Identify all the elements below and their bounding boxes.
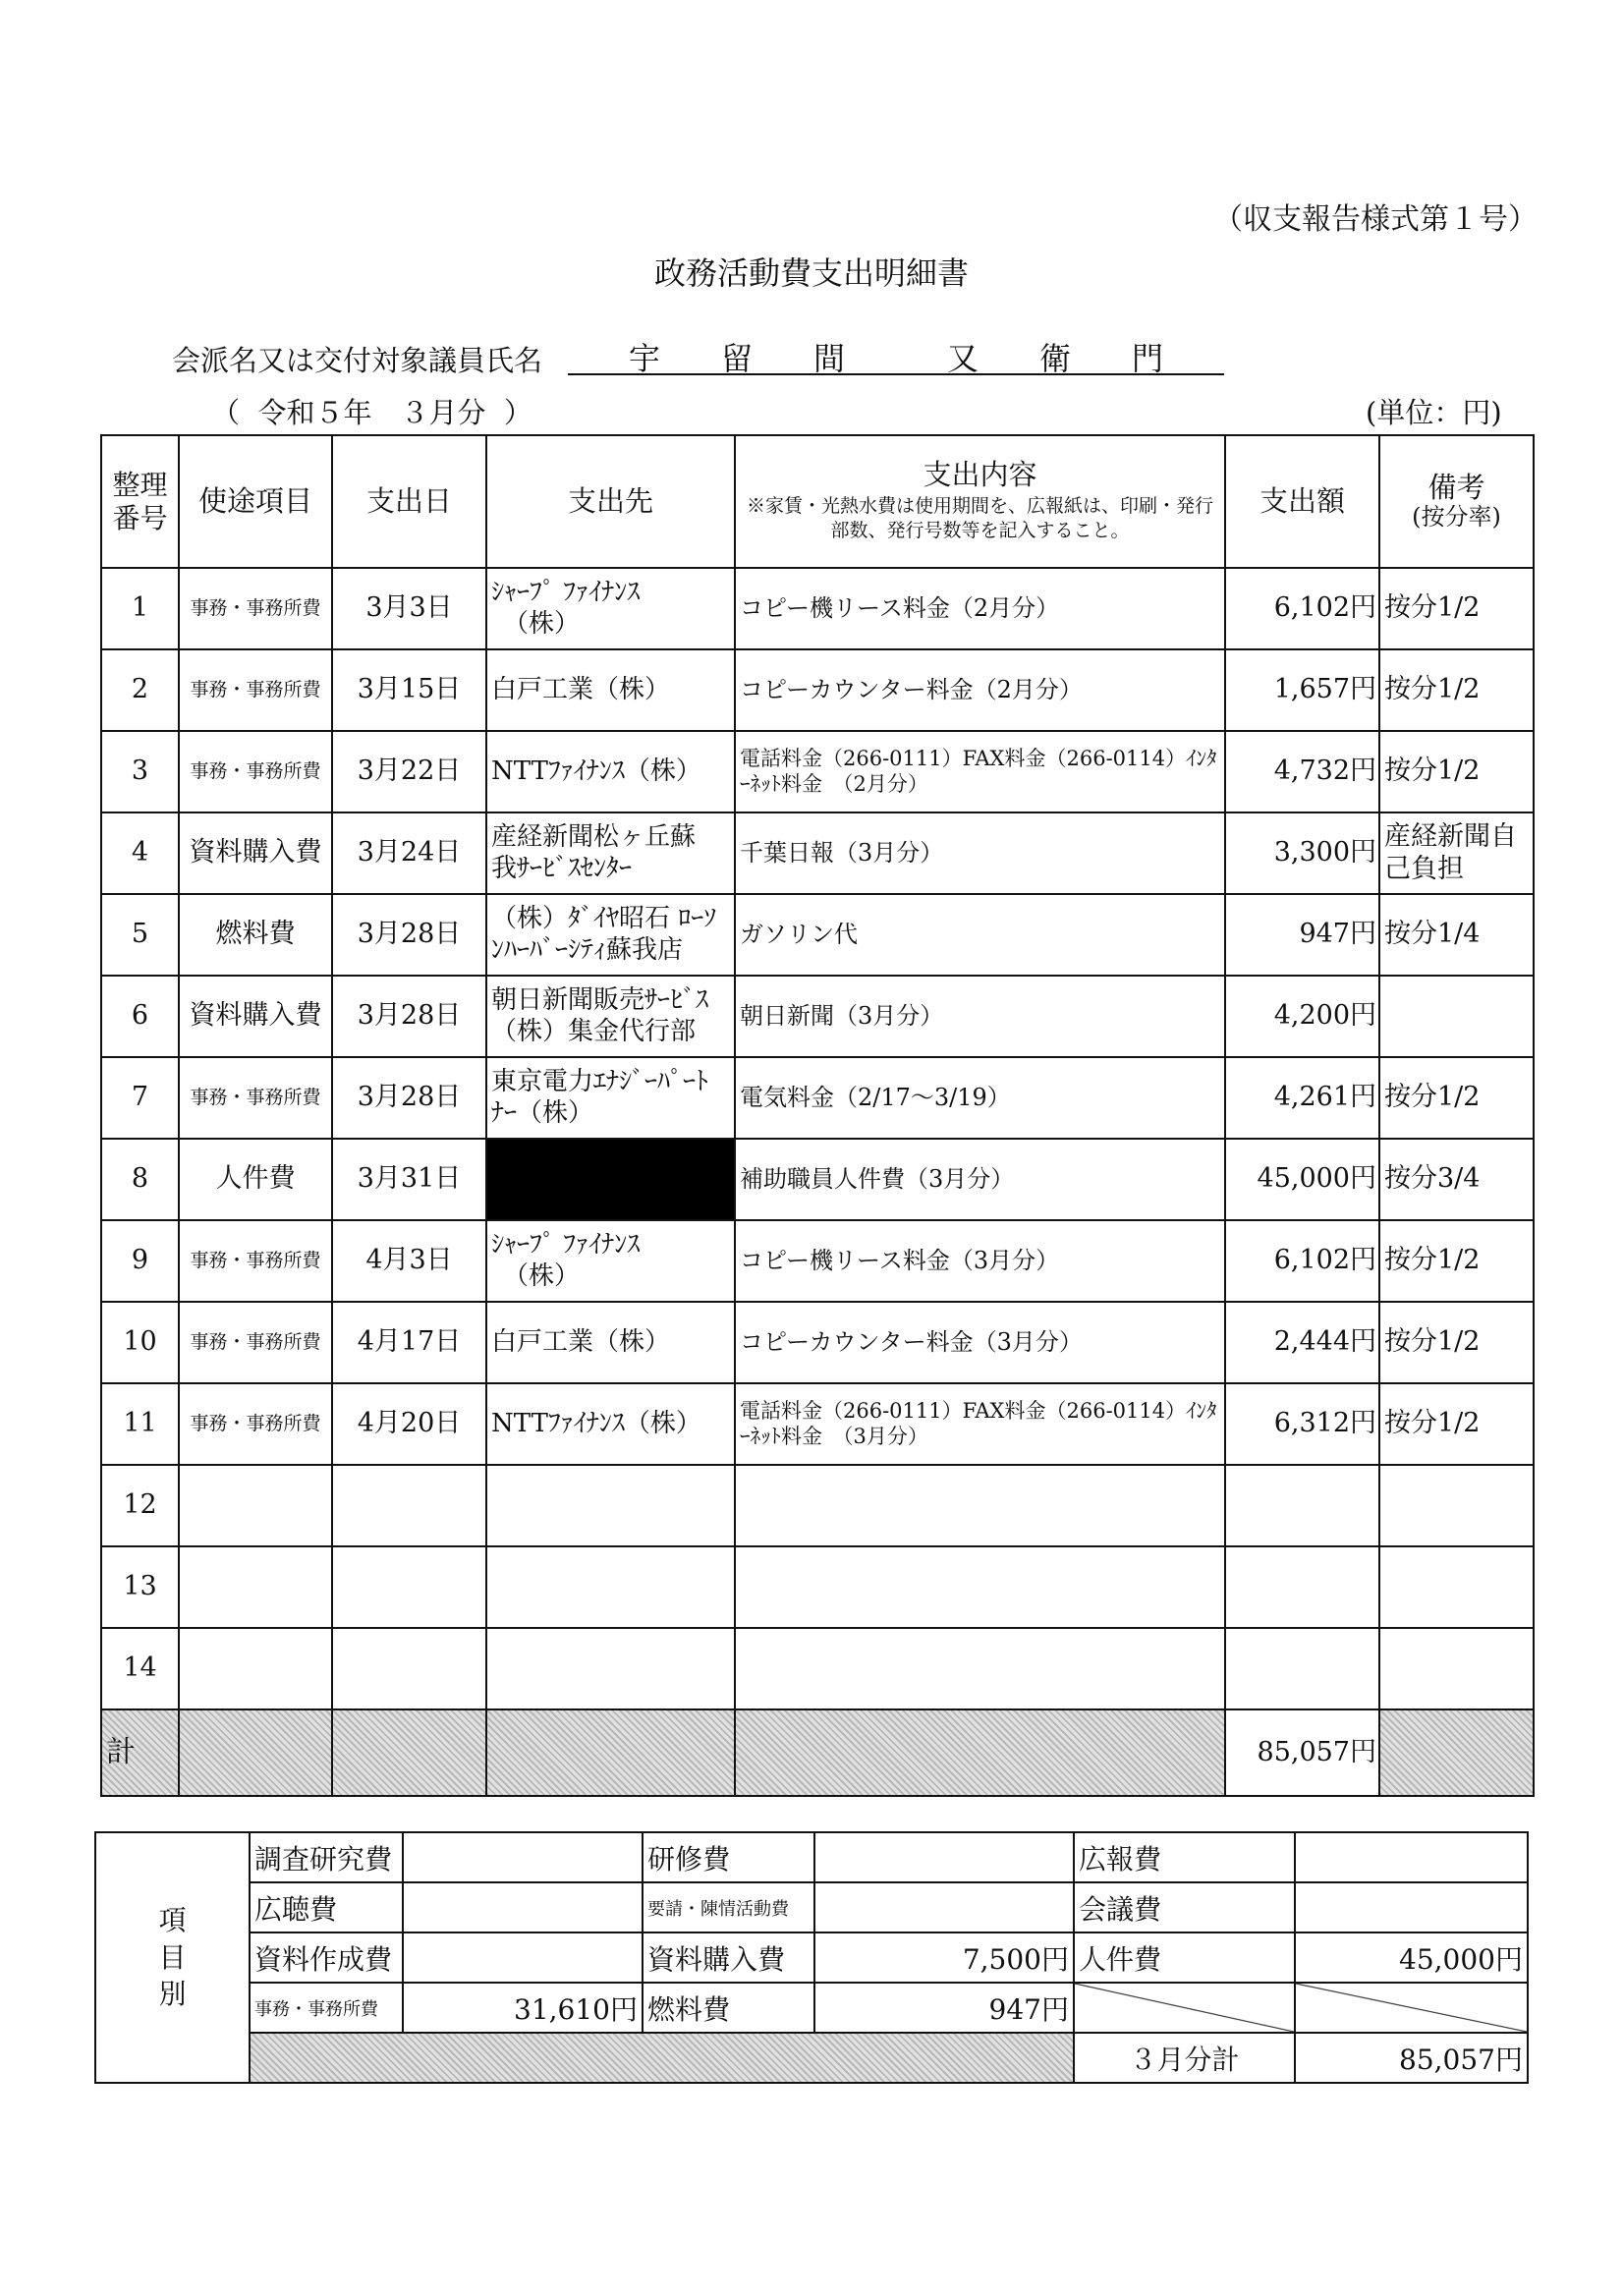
table-row [101, 812, 1534, 894]
row-date [332, 1628, 486, 1709]
row-content: 電話料金（266-0111）FAX料金（266-0114）ｲﾝﾀｰﾈｯﾄ料金 （3月分） [735, 1383, 1225, 1465]
row-date [332, 1546, 486, 1628]
period: 令和５年 ３月分 [257, 396, 486, 429]
row-number: 10 [101, 1302, 179, 1383]
table-row [101, 1628, 1534, 1709]
row-remarks: 按分1/4 [1379, 894, 1534, 976]
payee-line: NTTﾌｧｲﾅﾝｽ（株） [491, 756, 701, 786]
table-row [101, 1546, 1534, 1628]
summary-side-label-text: 項目別 [158, 1903, 187, 2011]
row-remarks: 按分1/2 [1379, 1302, 1534, 1383]
col-header-content [735, 435, 1225, 568]
row-content: 補助職員人件費（3月分） [735, 1139, 1225, 1220]
col-header-category: 使途項目 [179, 435, 332, 568]
table-row [101, 649, 1534, 731]
row-remarks [1379, 1546, 1534, 1628]
row-amount: 4,261円 [1225, 1057, 1379, 1139]
payee-line: ｼｬｰﾌﾟ ﾌｧｲﾅﾝｽ [491, 578, 641, 608]
row-payee [486, 1546, 735, 1628]
summary-value [403, 1882, 643, 1932]
row-payee [486, 1465, 735, 1546]
row-payee [486, 976, 735, 1057]
row-amount: 1,657円 [1225, 649, 1379, 731]
row-payee [486, 568, 735, 649]
row-remarks: 按分1/2 [1379, 1057, 1534, 1139]
row-date: 3月28日 [332, 894, 486, 976]
table-row [101, 731, 1534, 812]
row-number: 12 [101, 1465, 179, 1546]
total-amount: 85,057円 [1225, 1709, 1379, 1796]
filer-label: 会派名又は交付対象議員氏名 [172, 344, 543, 377]
row-content: コピーカウンター料金（2月分） [735, 649, 1225, 731]
redacted-payee [486, 1139, 735, 1220]
row-date: 3月28日 [332, 1057, 486, 1139]
row-payee [486, 1628, 735, 1709]
unit-label: (単位：円) [1366, 396, 1502, 429]
row-remarks: 按分1/2 [1379, 1220, 1534, 1302]
row-content: ガソリン代 [735, 894, 1225, 976]
total-row [101, 1709, 1534, 1796]
expense-detail-table [100, 434, 1535, 1797]
row-amount: 6,312円 [1225, 1383, 1379, 1465]
table-row [101, 894, 1534, 976]
summary-label: 会議費 [1074, 1882, 1295, 1932]
payee-line: （株）ﾀﾞｲﾔ昭石 ﾛｰｿ [491, 904, 717, 934]
summary-label: 事務・事務所費 [250, 1983, 403, 2033]
document-title: 政務活動費支出明細書 [653, 254, 969, 292]
summary-side-label [95, 1832, 250, 2083]
hatched-cell [735, 1709, 1225, 1796]
crossed-out-cell [1074, 1983, 1295, 2033]
category-summary-table [94, 1831, 1529, 2084]
summary-row [95, 1983, 1528, 2033]
hatched-cell [250, 2033, 1074, 2083]
row-category: 事務・事務所費 [179, 1383, 332, 1465]
row-category: 資料購入費 [179, 812, 332, 894]
summary-value: 7,500円 [814, 1932, 1074, 1983]
col-header-content-note: ※家賃・光熱水費は使用期間を、広報紙は、印刷・発行部数、発行号数等を記入すること。 [746, 494, 1213, 542]
filer-name-char: 間 [813, 340, 846, 377]
col-header-payee: 支出先 [486, 435, 735, 568]
row-category [179, 1546, 332, 1628]
row-category: 事務・事務所費 [179, 1220, 332, 1302]
summary-row [95, 1932, 1528, 1983]
filer-name-char: 留 [721, 340, 754, 377]
row-content: コピー機リース料金（3月分） [735, 1220, 1225, 1302]
row-amount: 2,444円 [1225, 1302, 1379, 1383]
row-date: 4月17日 [332, 1302, 486, 1383]
row-number: 3 [101, 731, 179, 812]
summary-value: 31,610円 [403, 1983, 643, 2033]
col-header-date: 支出日 [332, 435, 486, 568]
summary-value: 947円 [814, 1983, 1074, 2033]
table-row [101, 1383, 1534, 1465]
row-payee [486, 731, 735, 812]
row-number: 2 [101, 649, 179, 731]
row-date: 3月31日 [332, 1139, 486, 1220]
row-content: 電気料金（2/17～3/19） [735, 1057, 1225, 1139]
payee-line: 白戸工業（株） [491, 674, 671, 704]
row-number: 7 [101, 1057, 179, 1139]
row-date: 3月22日 [332, 731, 486, 812]
row-remarks: 按分1/2 [1379, 568, 1534, 649]
table-row [101, 1220, 1534, 1302]
summary-row [95, 1832, 1528, 1882]
summary-value [403, 1932, 643, 1983]
row-category: 事務・事務所費 [179, 1057, 332, 1139]
payee-line: NTTﾌｧｲﾅﾝｽ（株） [491, 1408, 701, 1438]
summary-label: 資料作成費 [250, 1932, 403, 1983]
table-row [101, 568, 1534, 649]
table-row [101, 976, 1534, 1057]
row-payee [486, 1302, 735, 1383]
row-date: 3月24日 [332, 812, 486, 894]
payee-line: ﾅｰ（株） [491, 1097, 594, 1128]
row-amount: 947円 [1225, 894, 1379, 976]
payee-line: ﾝﾊｰﾊﾞｰｼﾃｨ蘇我店 [491, 934, 684, 965]
crossed-out-cell [1295, 1983, 1528, 2033]
row-category [179, 1628, 332, 1709]
payee-line: （株） [503, 1260, 581, 1291]
row-date: 3月15日 [332, 649, 486, 731]
row-category: 事務・事務所費 [179, 731, 332, 812]
summary-label: 調査研究費 [250, 1832, 403, 1882]
col-header-content-title: 支出内容 [923, 458, 1037, 492]
row-remarks: 按分1/2 [1379, 1383, 1534, 1465]
period-line [211, 391, 532, 431]
payee-line: 産経新聞松ヶ丘蘇 [491, 822, 697, 853]
col-header-amount: 支出額 [1225, 435, 1379, 568]
payee-line: （株） [503, 608, 581, 639]
summary-label: 広聴費 [250, 1882, 403, 1932]
row-category [179, 1465, 332, 1546]
row-category: 事務・事務所費 [179, 1302, 332, 1383]
hatched-cell [179, 1709, 332, 1796]
row-content: 電話料金（266-0111）FAX料金（266-0114）ｲﾝﾀｰﾈｯﾄ料金 （2月分） [735, 731, 1225, 812]
row-date: 3月3日 [332, 568, 486, 649]
summary-value [1295, 1882, 1528, 1932]
filer-name-char: 門 [1132, 340, 1164, 377]
row-number: 5 [101, 894, 179, 976]
summary-value [814, 1882, 1074, 1932]
summary-label: 人件費 [1074, 1932, 1295, 1983]
form-number: （収支報告様式第１号） [1213, 202, 1538, 237]
payee-line: ｼｬｰﾌﾟ ﾌｧｲﾅﾝｽ [491, 1230, 641, 1260]
row-amount: 4,732円 [1225, 731, 1379, 812]
row-content: 朝日新聞（3月分） [735, 976, 1225, 1057]
row-date: 4月3日 [332, 1220, 486, 1302]
row-amount: 45,000円 [1225, 1139, 1379, 1220]
row-content: コピーカウンター料金（3月分） [735, 1302, 1225, 1383]
row-date [332, 1465, 486, 1546]
row-category: 人件費 [179, 1139, 332, 1220]
payee-line: 朝日新聞販売ｻｰﾋﾞｽ [491, 985, 709, 1016]
row-amount [1225, 1465, 1379, 1546]
row-category: 燃料費 [179, 894, 332, 976]
row-payee [486, 812, 735, 894]
row-date: 4月20日 [332, 1383, 486, 1465]
summary-total-row [95, 2033, 1528, 2083]
payee-line: 我ｻｰﾋﾞｽｾﾝﾀｰ [491, 853, 633, 883]
row-amount: 3,300円 [1225, 812, 1379, 894]
row-amount: 6,102円 [1225, 1220, 1379, 1302]
row-number: 1 [101, 568, 179, 649]
row-category: 資料購入費 [179, 976, 332, 1057]
row-number: 8 [101, 1139, 179, 1220]
summary-value: 45,000円 [1295, 1932, 1528, 1983]
row-payee [486, 1057, 735, 1139]
row-content [735, 1546, 1225, 1628]
summary-row [95, 1882, 1528, 1932]
row-payee [486, 894, 735, 976]
row-number: 14 [101, 1628, 179, 1709]
hatched-cell [332, 1709, 486, 1796]
summary-value [1295, 1832, 1528, 1882]
summary-value [403, 1832, 643, 1882]
row-remarks [1379, 976, 1534, 1057]
col-header-remarks-title: 備考 [1427, 471, 1485, 505]
row-number: 4 [101, 812, 179, 894]
row-payee [486, 1220, 735, 1302]
col-header-no: 整理番号 [101, 435, 179, 568]
row-remarks: 按分1/2 [1379, 731, 1534, 812]
row-content: 千葉日報（3月分） [735, 812, 1225, 894]
row-remarks [1379, 1628, 1534, 1709]
table-row [101, 1465, 1534, 1546]
row-number: 13 [101, 1546, 179, 1628]
table-header-row [101, 435, 1534, 568]
table-row [101, 1057, 1534, 1139]
row-remarks: 産経新聞自己負担 [1379, 812, 1534, 894]
period-open: （ [211, 396, 241, 429]
summary-label: 広報費 [1074, 1832, 1295, 1882]
filer-name-char: 衛 [1039, 340, 1072, 377]
month-total-value: 85,057円 [1295, 2033, 1528, 2083]
row-category: 事務・事務所費 [179, 568, 332, 649]
hatched-cell [486, 1709, 735, 1796]
period-close: ） [503, 396, 532, 429]
row-number: 9 [101, 1220, 179, 1302]
table-row [101, 1139, 1534, 1220]
row-content: コピー機リース料金（2月分） [735, 568, 1225, 649]
summary-label: 要請・陳情活動費 [643, 1882, 814, 1932]
row-content [735, 1628, 1225, 1709]
month-total-label: ３月分計 [1074, 2033, 1295, 2083]
row-category: 事務・事務所費 [179, 649, 332, 731]
summary-label: 資料購入費 [643, 1932, 814, 1983]
table-row [101, 1302, 1534, 1383]
filer-name-char: 又 [947, 340, 979, 377]
row-amount: 6,102円 [1225, 568, 1379, 649]
hatched-cell [1379, 1709, 1534, 1796]
col-header-remarks [1379, 435, 1534, 568]
row-date: 3月28日 [332, 976, 486, 1057]
row-amount [1225, 1546, 1379, 1628]
row-number: 6 [101, 976, 179, 1057]
row-payee [486, 1383, 735, 1465]
total-label: 計 [101, 1709, 179, 1796]
payee-line: 東京電力ｴﾅｼﾞｰﾊﾟｰﾄ [491, 1067, 709, 1097]
payee-line: （株）集金代行部 [491, 1016, 697, 1046]
filer-name [568, 334, 1224, 375]
row-remarks: 按分3/4 [1379, 1139, 1534, 1220]
row-amount [1225, 1628, 1379, 1709]
row-remarks: 按分1/2 [1379, 649, 1534, 731]
payee-line: 白戸工業（株） [491, 1326, 671, 1357]
row-remarks [1379, 1465, 1534, 1546]
row-content [735, 1465, 1225, 1546]
col-header-remarks-sub: (按分率) [1412, 503, 1501, 532]
row-number: 11 [101, 1383, 179, 1465]
summary-label: 研修費 [643, 1832, 814, 1882]
row-amount: 4,200円 [1225, 976, 1379, 1057]
summary-label: 燃料費 [643, 1983, 814, 2033]
filer-name-char: 宇 [629, 340, 661, 377]
summary-value [814, 1832, 1074, 1882]
row-payee [486, 649, 735, 731]
